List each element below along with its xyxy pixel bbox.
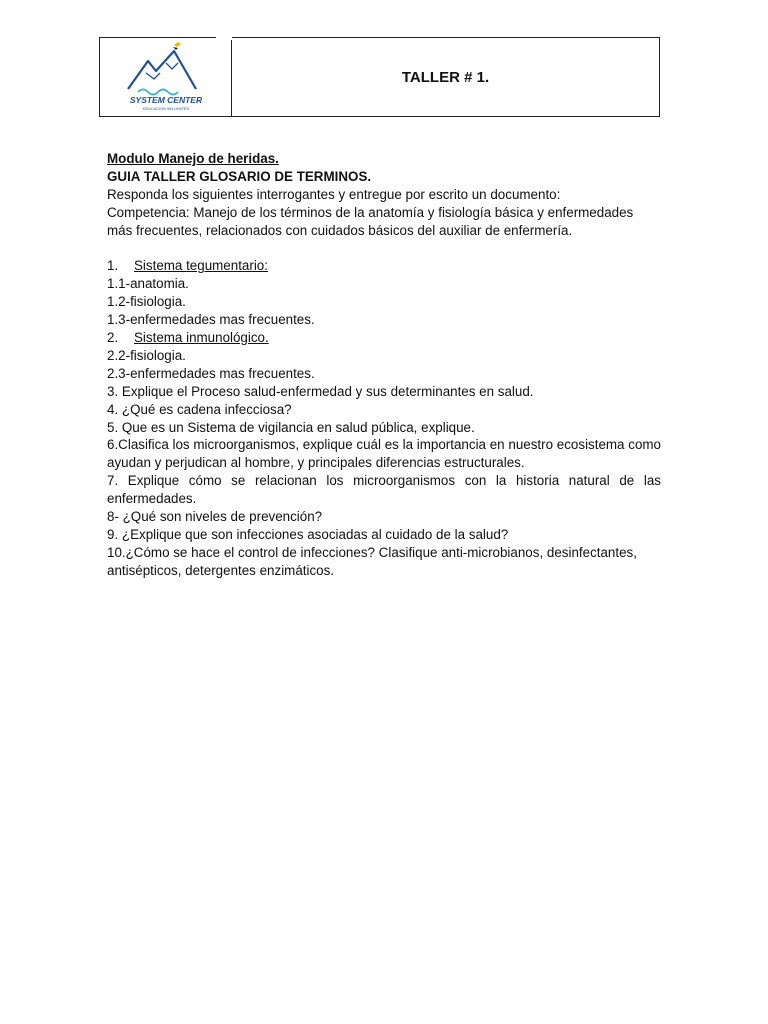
document-title: TALLER # 1. bbox=[401, 68, 490, 86]
item-1-1: 1.1-anatomia. bbox=[107, 276, 189, 292]
logo-subtext: EDUCACIÓN SIN LÍMITES bbox=[142, 107, 189, 111]
question-8: 8- ¿Qué son niveles de prevención? bbox=[107, 509, 323, 525]
question-5: 5. Que es un Sistema de vigilancia en salud pública, explique. bbox=[107, 419, 475, 435]
question-9: 9. ¿Explique que son infecciones asociadas al cuidado de la salud? bbox=[107, 527, 509, 543]
system-center-logo bbox=[116, 39, 216, 115]
question-3: 3. Explique el Proceso salud-enfermedad y sus determinantes en salud. bbox=[107, 383, 534, 399]
logo-text: SYSTEM CENTER bbox=[129, 95, 202, 105]
item-2-2: 2.2-fisiologia. bbox=[107, 347, 186, 363]
section-1-label: Sistema tegumentario: bbox=[134, 258, 268, 274]
question-6: 6.Clasifica los microorganismos, explique cuál es la importancia en nuestro ecosistema como ayudan y perjudican al hombre, y principales diferencias estructurales. bbox=[107, 437, 661, 471]
section-2-label: Sistema inmunológico. bbox=[134, 330, 269, 346]
header-table bbox=[99, 37, 660, 117]
section-1 bbox=[107, 257, 661, 275]
section-2-number: 2. bbox=[107, 330, 119, 346]
section-2 bbox=[107, 329, 661, 347]
guide-title: GUIA TALLER GLOSARIO DE TERMINOS. bbox=[107, 168, 372, 184]
item-1-3: 1.3-enfermedades mas frecuentes. bbox=[107, 312, 315, 328]
module-title: Modulo Manejo de heridas. bbox=[107, 151, 279, 166]
section-1-number: 1. bbox=[107, 258, 119, 274]
item-1-2: 1.2-fisiologia. bbox=[107, 294, 186, 310]
logo-cell bbox=[100, 38, 232, 116]
instructions: Responda los siguientes interrogantes y entregue por escrito un documento: bbox=[107, 186, 561, 202]
document-body bbox=[107, 150, 661, 580]
question-7: 7. Explique cómo se relacionan los microorganismos con la historia natural de las enfermedades. bbox=[107, 473, 661, 507]
competencia: Competencia: Manejo de los términos de la anatomía y fisiología básica y enfermedades más frecuentes, relacionados con cuidados básicos del auxiliar de enfermería. bbox=[107, 204, 634, 238]
item-2-3: 2.3-enfermedades mas frecuentes. bbox=[107, 365, 315, 381]
question-10: 10.¿Cómo se hace el control de infecciones? Clasifique anti-microbianos, desinfectantes, antisépticos, detergentes enzimáticos. bbox=[107, 544, 637, 578]
question-4: 4. ¿Qué es cadena infecciosa? bbox=[107, 401, 292, 417]
